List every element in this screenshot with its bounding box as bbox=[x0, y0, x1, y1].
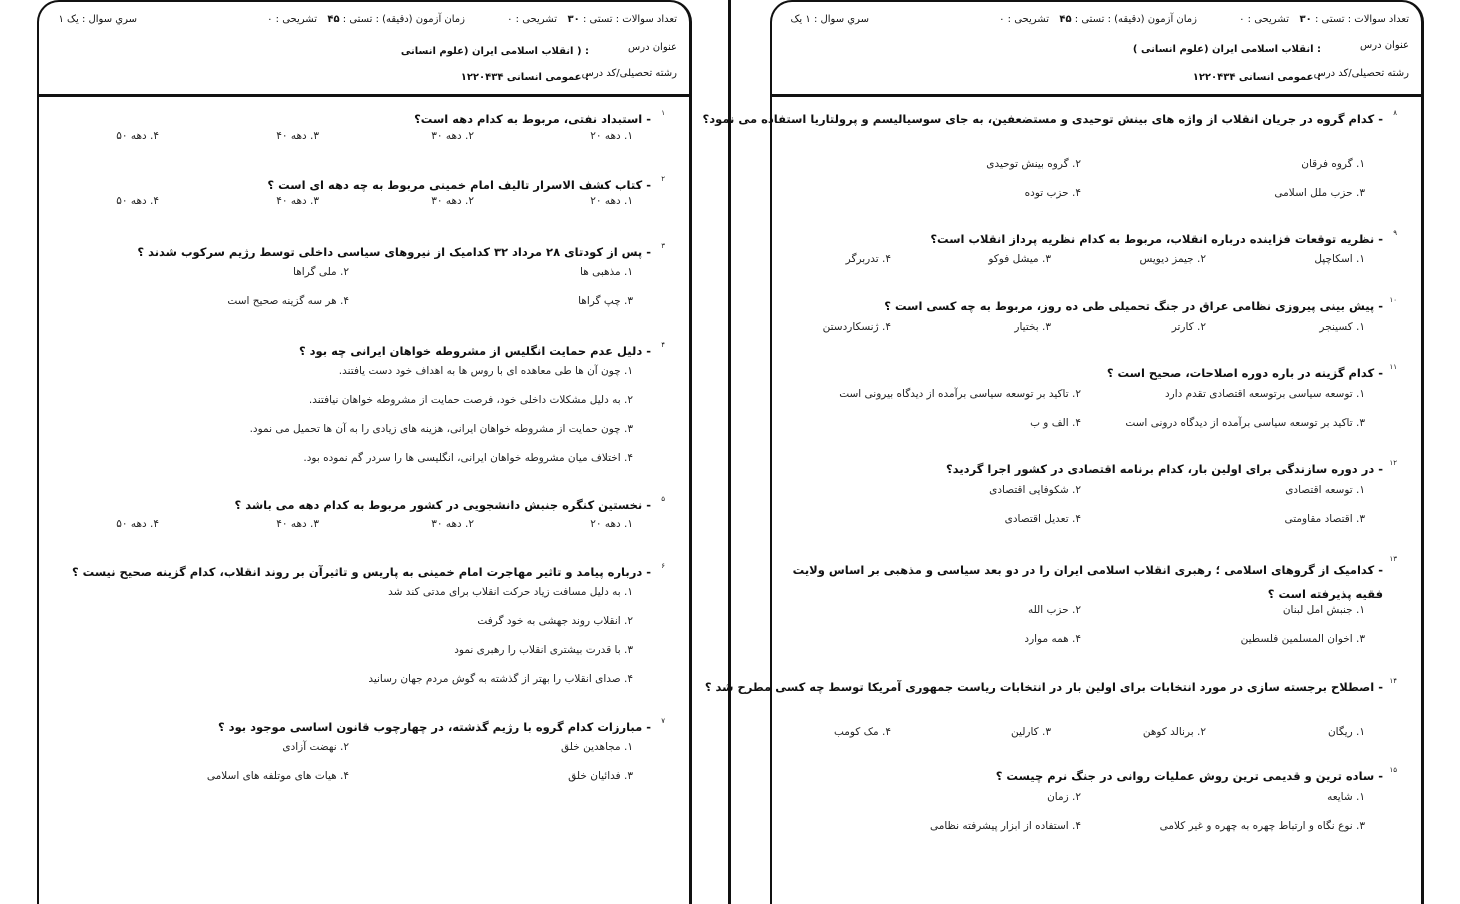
course-title: : انقلاب اسلامی ایران (علوم انسانی ) bbox=[1132, 44, 1321, 55]
answer-option[interactable]: ۳. با قدرت بیشتری انقلاب را رهبری نمود bbox=[454, 644, 633, 656]
answer-option[interactable]: ۴. همه موارد bbox=[1024, 633, 1081, 645]
question-number: ۶ bbox=[661, 562, 665, 570]
answer-option[interactable]: ۴. دهه ۵۰ bbox=[116, 518, 159, 530]
answer-option[interactable]: ۱. گروه فرقان bbox=[1301, 158, 1365, 170]
answer-option[interactable]: ۴. تعدیل اقتصادی bbox=[1004, 513, 1081, 525]
answer-option[interactable]: ۳. دهه ۴۰ bbox=[276, 130, 319, 142]
answer-option[interactable]: ۲. نهضت آزادی bbox=[282, 741, 349, 753]
answer-option[interactable]: ۲. گروه بینش توحیدی bbox=[986, 158, 1081, 170]
answer-option[interactable]: ۳. فدائیان خلق bbox=[568, 770, 633, 782]
answer-option[interactable]: ۳. چپ گراها bbox=[578, 295, 633, 307]
exam-time-descriptive: تشریحی : ۰ bbox=[999, 14, 1049, 25]
answer-option[interactable]: ۳. دهه ۴۰ bbox=[276, 195, 319, 207]
question-number: ۱۳ bbox=[1389, 555, 1397, 563]
question-text: - اصطلاح برجسته سازی در مورد انتخابات برای اولین بار در انتخابات ریاست جمهوری آمریکا توسط چه کسی مطرح شد ؟ bbox=[704, 680, 1383, 694]
answer-option[interactable]: ۲. دهه ۳۰ bbox=[431, 518, 474, 530]
answer-option[interactable]: ۳. حزب ملل اسلامی bbox=[1274, 187, 1365, 199]
answer-option[interactable]: ۲. به دلیل مشکلات داخلی خود، فرصت حمایت از مشروطه خواهان نیافتند. bbox=[308, 394, 633, 406]
answer-option[interactable]: ۲. شکوفایی اقتصادی bbox=[989, 484, 1081, 496]
field-label: رشته تحصیلی/کد درس bbox=[1313, 68, 1409, 79]
answer-option[interactable]: ۱. توسعه اقتصادی bbox=[1285, 484, 1365, 496]
question-text: - درباره پیامد و تاثیر مهاجرت امام خمینی به پاریس و تاثیرآن بر روند انقلاب، کدام گزینه صحیح نیست ؟ bbox=[71, 565, 651, 579]
answer-option[interactable]: ۱. چون آن ها طی معاهده ای با روس ها به اهداف خود دست یافتند. bbox=[338, 365, 633, 377]
answer-option[interactable]: ۳. دهه ۴۰ bbox=[276, 518, 319, 530]
question-number: ۱۴ bbox=[1389, 677, 1397, 685]
question-text: - استبداد نفتی، مربوط به کدام دهه است؟ bbox=[414, 112, 651, 126]
answer-option[interactable]: ۳. کارلین bbox=[1011, 726, 1051, 738]
answer-option[interactable]: ۳. نوع نگاه و ارتباط چهره به چهره و غیر کلامی bbox=[1159, 820, 1365, 832]
answer-option[interactable]: ۳. تاکید بر توسعه سیاسی برآمده از دیدگاه درونی است bbox=[1125, 417, 1365, 429]
answer-option[interactable]: ۳. چون حمایت از مشروطه خواهان ایرانی، هزینه های زیادی را به آن ها تحمیل می نمود. bbox=[249, 423, 633, 435]
answer-option[interactable]: ۲. انقلاب روند جهشی به خود گرفت bbox=[477, 615, 633, 627]
answer-option[interactable]: ۳. اخوان المسلمین فلسطین bbox=[1240, 633, 1365, 645]
question-text: - کدامیک از گروهای اسلامی ؛ رهبری انقلاب اسلامی ایران را در دو بعد سیاسی و مذهبی بر اساس ولایت فقیه پذیرفته است ؟ bbox=[792, 563, 1383, 601]
answer-option[interactable]: ۴. مک کومب bbox=[833, 726, 891, 738]
exam-page-right bbox=[702, 0, 1424, 904]
page-divider bbox=[728, 0, 731, 904]
descriptive-count: تشریحی : ۰ bbox=[1239, 14, 1289, 25]
answer-option[interactable]: ۱. کسینجر bbox=[1319, 321, 1365, 333]
descriptive-count: تشریحی : ۰ bbox=[507, 14, 557, 25]
question-number: ۱۱ bbox=[1389, 363, 1397, 371]
question-text: - ساده ترین و قدیمی ترین روش عملیات روانی در جنگ نرم چیست ؟ bbox=[995, 769, 1383, 783]
answer-option[interactable]: ۴. دهه ۵۰ bbox=[116, 130, 159, 142]
answer-option[interactable]: ۱. دهه ۲۰ bbox=[590, 518, 633, 530]
exam-header bbox=[772, 2, 1421, 97]
answer-option[interactable]: ۴. هیات های موتلفه های اسلامی bbox=[206, 770, 349, 782]
question-series: سري سوال : يک ۱ bbox=[58, 14, 137, 25]
answer-option[interactable]: ۱. دهه ۲۰ bbox=[590, 130, 633, 142]
answer-option[interactable]: ۴. ژنسکاردستن bbox=[822, 321, 891, 333]
answer-option[interactable]: ۱. شایعه bbox=[1327, 791, 1365, 803]
question-text: - کدام گروه در جریان انقلاب از واژه های بینش توحیدی و مستضعفین، به جای سوسیالیسم و پرولتاریا استفاده می نمود؟ bbox=[702, 112, 1383, 126]
question-text: - کتاب کشف الاسرار تالیف امام خمینی مربوط به چه دهه ای است ؟ bbox=[267, 178, 651, 192]
exam-time: زمان آزمون (دقیقه) : تستی : ۴۵ bbox=[1059, 14, 1197, 25]
answer-option[interactable]: ۲. دهه ۳۰ bbox=[431, 195, 474, 207]
course-title-label: عنوان درس bbox=[628, 42, 677, 53]
answer-option[interactable]: ۴. هر سه گزینه صحیح است bbox=[227, 295, 349, 307]
answer-option[interactable]: ۳. اقتصاد مقاومتی bbox=[1284, 513, 1365, 525]
answer-option[interactable]: ۲. برنالد کوهن bbox=[1142, 726, 1206, 738]
answer-option[interactable]: ۲. دهه ۳۰ bbox=[431, 130, 474, 142]
answer-option[interactable]: ۱. ریگان bbox=[1327, 726, 1365, 738]
question-text: - پیش بینی پیروزی نظامی عراق در جنگ تحمیلی طی ده روز، مربوط به چه کسی است ؟ bbox=[884, 299, 1383, 313]
answer-option[interactable]: ۲. کارتر bbox=[1171, 321, 1206, 333]
question-number: ۱۵ bbox=[1389, 766, 1397, 774]
answer-option[interactable]: ۲. تاکید بر توسعه سیاسی برآمده از دیدگاه بیرونی است bbox=[839, 388, 1081, 400]
answer-option[interactable]: ۱. جنبش امل لبنان bbox=[1282, 604, 1365, 616]
question-number: ۱ bbox=[661, 109, 665, 117]
answer-option[interactable]: ۲. جیمز دیویس bbox=[1139, 253, 1206, 265]
question-number: ۵ bbox=[661, 495, 665, 503]
answer-option[interactable]: ۴. تدربرگر bbox=[845, 253, 891, 265]
question-text: - دلیل عدم حمایت انگلیس از مشروطه خواهان ایرانی چه بود ؟ bbox=[298, 344, 651, 358]
field-label: رشته تحصیلی/کد درس bbox=[581, 68, 677, 79]
answer-option[interactable]: ۱. دهه ۲۰ bbox=[590, 195, 633, 207]
answer-option[interactable]: ۴. حزب توده bbox=[1024, 187, 1081, 199]
answer-option[interactable]: ۴. اختلاف میان مشروطه خواهان ایرانی، انگلیسی ها را سردر گم نموده بود. bbox=[303, 452, 633, 464]
course-title: : ( انقلاب اسلامی ایران (علوم انسانی bbox=[400, 46, 589, 57]
field-value: : عمومی انسانی ۱۲۲۰۴۳۴ bbox=[460, 72, 589, 83]
exam-time-descriptive: تشریحی : ۰ bbox=[267, 14, 317, 25]
answer-option[interactable]: ۱. مذهبی ها bbox=[580, 266, 633, 278]
answer-option[interactable]: ۱. توسعه سیاسی برتوسعه اقتصادی تقدم دارد bbox=[1164, 388, 1365, 400]
answer-option[interactable]: ۱. مجاهدین خلق bbox=[561, 741, 633, 753]
answer-option[interactable]: ۳. میشل فوکو bbox=[988, 253, 1051, 265]
question-number: ۲ bbox=[661, 175, 665, 183]
answer-option[interactable]: ۱. اسکاچپل bbox=[1314, 253, 1365, 265]
question-text: - نخستین کنگره جنبش دانشجویی در کشور مربوط به کدام دهه می باشد ؟ bbox=[234, 498, 651, 512]
exam-time: زمان آزمون (دقیقه) : تستی : ۴۵ bbox=[327, 14, 465, 25]
question-count-label: تعداد سوالات : تستی : ۳۰ bbox=[1299, 14, 1409, 25]
question-number: ۸ bbox=[1393, 109, 1397, 117]
answer-option[interactable]: ۲. ملی گراها bbox=[293, 266, 349, 278]
question-count-label: تعداد سوالات : تستی : ۳۰ bbox=[567, 14, 677, 25]
question-number: ۴ bbox=[661, 341, 665, 349]
question-text: - پس از کودتای ۲۸ مرداد ۳۲ کدامیک از نیروهای سیاسی داخلی توسط رژیم سرکوب شدند ؟ bbox=[137, 245, 651, 259]
question-number: ۹ bbox=[1393, 229, 1397, 237]
question-series: سري سوال : ۱ يک bbox=[790, 14, 869, 25]
answer-option[interactable]: ۱. به دلیل مسافت زیاد حرکت انقلاب برای مدتی کند شد bbox=[388, 586, 633, 598]
question-number: ۳ bbox=[661, 242, 665, 250]
question-text: - کدام گزینه در باره دوره اصلاحات، صحیح است ؟ bbox=[1106, 366, 1383, 380]
field-value: : عمومی انسانی ۱۲۲۰۴۳۴ bbox=[1192, 72, 1321, 83]
question-text: - در دوره سازندگی برای اولین بار، کدام برنامه اقتصادی در کشور اجرا گردید؟ bbox=[946, 462, 1383, 476]
question-number: ۱۲ bbox=[1389, 459, 1397, 467]
question-text: - مبارزات کدام گروه با رژیم گذشته، در چهارچوب قانون اساسی موجود بود ؟ bbox=[218, 720, 651, 734]
answer-option[interactable]: ۲. حزب الله bbox=[1027, 604, 1081, 616]
question-text: - نظریه توقعات فزاینده درباره انقلاب، مربوط به کدام نظریه پرداز انقلاب است؟ bbox=[930, 232, 1383, 246]
course-title-label: عنوان درس bbox=[1360, 40, 1409, 51]
answer-option[interactable]: ۴. استفاده از ابزار پیشرفته نظامی bbox=[929, 820, 1081, 832]
answer-option[interactable]: ۴. الف و ب bbox=[1030, 417, 1081, 429]
question-number: ۷ bbox=[661, 717, 665, 725]
answer-option[interactable]: ۴. دهه ۵۰ bbox=[116, 195, 159, 207]
exam-page-left bbox=[37, 0, 692, 904]
question-number: ۱۰ bbox=[1389, 296, 1397, 304]
exam-header bbox=[39, 2, 689, 97]
answer-option[interactable]: ۲. زمان bbox=[1047, 791, 1081, 803]
answer-option[interactable]: ۳. بختیار bbox=[1014, 321, 1051, 333]
answer-option[interactable]: ۴. صدای انقلاب را بهتر از گذشته به گوش مردم جهان رسانید bbox=[368, 673, 633, 685]
